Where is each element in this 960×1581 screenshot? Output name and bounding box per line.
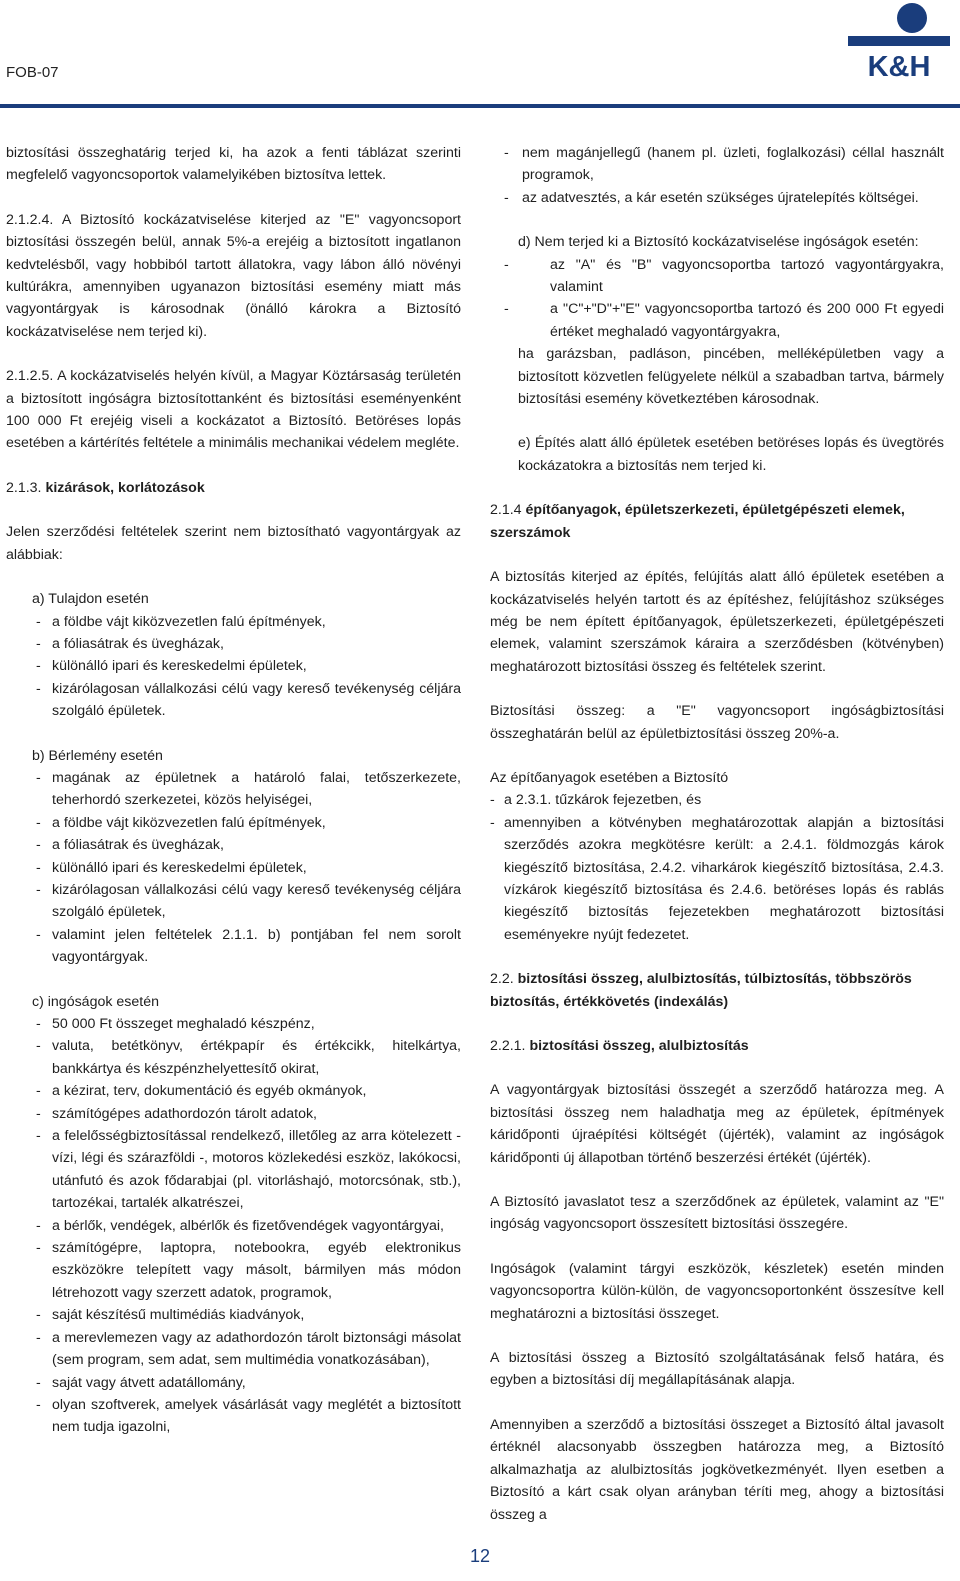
paragraph: 2.1.2.5. A kockázatviselés helyén kívül, a Magyar Köztársaság területén a biztosított ingóságra biztosítottanként és biztosítási eseményenként 100 000 Ft erejéig viseli a kockázatot a Biztosító. Betöréses lopás esetében a kártérítés feltétele a minimális mechanikai védelem megléte. [6,368,461,452]
section-heading [6,477,461,499]
coverage-list [490,789,944,946]
section-heading [490,1035,944,1057]
paragraph: A Biztosító javaslatot tesz a szerződőnek az épületek, valamint az "E" ingóság vagyoncsoport összesített biztosítási összegére. [490,1194,944,1233]
paragraph: Amennyiben a szerződő a biztosítási összeget a Biztosító által javasolt értéknél alacsonyabb összegben határozza meg, a Biztosító alkalmazhatja az alulbiztosítás jogkövetkezményét. Ilyen esetben a Biztosító a kárt csak olyan arányban téríti meg, ahogy a biztosítási összeg a [490,1416,944,1523]
section-heading [490,968,944,1013]
kh-logo-icon [848,0,950,80]
section-title: kizárások, korlátozások [45,479,205,496]
paragraph: Jelen szerződési feltételek szerint nem biztosítható vagyontárgyak az alábbiak: [6,524,461,563]
section-title: biztosítási összeg, alulbiztosítás, túlbiztosítás, többszörös biztosítás, értékkövetés (indexálás) [490,971,912,1010]
list-item: - olyan szoftverek, amelyek vásárlását vagy meglétét a biztosított nem tudja igazolni, [6,1394,461,1439]
exclusion-list-a [6,611,461,723]
document-code: FOB-07 [6,64,59,81]
section-number: 2.2.1. [490,1038,526,1054]
list-item: - a kézirat, terv, dokumentáció és egyéb okmányok, [6,1080,461,1102]
list-item: - számítógépes adathordozón tárolt adatok, [6,1103,461,1125]
software-exclusion-list [490,142,944,209]
list-item: - saját készítésű multimédiás kiadványok, [6,1304,461,1326]
list-label: b) Bérlemény esetén [32,747,163,764]
list-item: - a merevlemezen vagy az adathordozón tárolt biztonsági másolat (sem program, sem adat, sem multimédia vonatkozásában), [6,1327,461,1372]
list-item: - valamint jelen feltételek 2.1.1. b) pontjában fel nem sorolt vagyontárgyak. [6,924,461,969]
exclusion-list-c [6,1013,461,1439]
left-column [6,142,461,1461]
list-item: - saját vagy átvett adatállomány, [6,1372,461,1394]
list-item: - nem magánjellegű (hanem pl. üzleti, foglalkozási) céllal használt programok, [490,142,944,187]
paragraph: 2.1.2.4. A Biztosító kockázatviselése kiterjed az "E" vagyoncsoport biztosítási összegén belül, annak 5%-a erejéig a biztosított ingatlanon kedvtelésből, vagy hobbiból tartott állatokra, vagy lábon álló növényi kultúrákra, amennyiben ugyanazon biztosítási esemény miatt más vagyontárgyak is károsodnak (önálló károkra a Biztosító kockázatviselése nem terjed ki). [6,211,461,340]
list-item: - a 2.3.1. tűzkárok fejezetben, és [490,789,944,811]
paragraph: Ingóságok (valamint tárgyi eszközök, készletek) esetén minden vagyoncsoportra külön-külön, de vagyoncsoportonként összesítve kell meghatározni a biztosítási összeget. [490,1260,944,1322]
list-item: - a fóliasátrak és üvegházak, [6,834,461,856]
paragraph: A biztosítási összeg a Biztosító szolgáltatásának felső határa, és egyben a biztosítási díj megállapításának alapja. [490,1350,944,1389]
exclusion-list-d [490,254,944,344]
list-item: - amennyiben a kötvényben meghatározottak alapján a biztosítási szerződés azokra megkötésre került: a 2.4.1. földmozgás károk kiegészítő biztosítása, 2.4.2. viharkárok kiegészítő biztosítása, 2.4.3. vízkárok kiegészítő biztosítása és 2.4.6. betöréses lopás és rablás kiegészítő biztosítás fejezetekben meghatározott biztosítási eseményekre nyújt fedezetet. [490,812,944,946]
section-heading [490,499,944,544]
logo-text: K&H [867,51,931,80]
list-item: - a fóliasátrak és üvegházak, [6,633,461,655]
kh-logo [848,0,950,80]
paragraph: A biztosítás kiterjed az építés, felújítás alatt álló épületek esetében a kockázatviselés helyén tartott és az építéshez, felújításhoz szükséges még be nem épített építőanyagok, épületszerkezeti, épületgépészeti elemek, valamint szerszámok káraira a szerződésben (kötvényben) meghatározott biztosítási összeg és feltételek szerint. [490,569,944,675]
section-number: 2.1.3. [6,479,42,496]
list-item: - kizárólagosan vállalkozási célú vagy kereső tevékenység céljára szolgáló épületek, [6,879,461,924]
list-label: d) Nem terjed ki a Biztosító kockázatviselése ingóságok esetén: [518,234,919,251]
section-title: biztosítási összeg, alulbiztosítás [529,1038,749,1054]
section-title: építőanyagok, épületszerkezeti, épületgépészeti elemek, szerszámok [490,502,905,541]
list-item: - különálló ipari és kereskedelmi épületek, [6,655,461,677]
paragraph: A vagyontárgyak biztosítási összegét a szerződő határozza meg. A biztosítási összeg nem haladhatja meg az épületek, építmények káridőponti újraépítési költségét (újérték), valamint az ingóságok káridőponti új állapotban történő beszerzési értékét (újérték). [490,1082,944,1166]
paragraph: Biztosítási összeg: a "E" vagyoncsoport ingóságbiztosítási összeghatárán belül az épületbiztosítási összeg 20%-a. [490,703,944,742]
paragraph: biztosítási összeghatárig terjed ki, ha azok a fenti táblázat szerinti megfelelő vagyoncsoportok valamelyikében biztosítva lettek. [6,145,461,184]
section-number: 2.1.4 [490,502,522,519]
list-item: - a földbe vájt kiközvezetlen falú építmények, [6,611,461,633]
exclusion-d-block [490,231,944,410]
page-number: 12 [469,1546,491,1566]
list-label: a) Tulajdon esetén [32,591,149,608]
list-item: - magának az épületnek a határoló falai, tetőszerkezete, teherhordó szerkezetei, közös helyiségei, [6,767,461,812]
list-item: - az adatvesztés, a kár esetén szükséges újratelepítés költségei. [490,187,944,209]
list-item: - az "A" és "B" vagyoncsoportba tartozó vagyontárgyakra, valamint [490,254,944,299]
list-item: - 50 000 Ft összeget meghaladó készpénz, [6,1013,461,1035]
list-label: c) ingóságok esetén [32,993,159,1010]
list-item: - a bérlők, vendégek, albérlők és fizetővendégek vagyontárgyai, [6,1215,461,1237]
list-item: - különálló ipari és kereskedelmi épületek, [6,857,461,879]
list-item: - a földbe vájt kiközvezetlen falú építmények, [6,812,461,834]
list-item: - a "C"+"D"+"E" vagyoncsoportba tartozó és 200 000 Ft egyedi értéket meghaladó vagyontárgyakra, [490,298,944,343]
exclusion-list-b [6,767,461,969]
section-number: 2.2. [490,971,514,988]
list-label: Az építőanyagok esetében a Biztosító [490,769,729,786]
right-column [490,142,944,1548]
list-item: - valuta, betétkönyv, értékpapír és értékcikk, hitelkártya, bankkártya és készpénzhelyettesítő okirat, [6,1035,461,1080]
paragraph: e) Építés alatt álló épületek esetében betöréses lopás és üvegtörés kockázatokra a biztosítás nem terjed ki. [518,435,944,474]
header-rule [0,104,960,108]
list-item: - számítógépre, laptopra, notebookra, egyéb elektronikus eszközökre telepített vagy másolt, bármilyen más módon létrehozott vagy szerzett adatok, programok, [6,1237,461,1304]
list-item: - a felelősségbiztosítással rendelkező, illetőleg az arra kötelezett - vízi, légi és szárazföldi -, motoros közlekedési eszköz, lakókocsi, utánfutó és azok fődarabjai (pl. vitorláshajó, motorcsónak, stb.), tartozékai, tartalék alkatrészei, [6,1125,461,1215]
list-item: - kizárólagosan vállalkozási célú vagy kereső tevékenység céljára szolgáló épületek. [6,678,461,723]
paragraph: ha garázsban, padláson, pincében, melléképületben vagy a biztosított közvetlen felügyelete nélkül a szabadban tartva, bármely biztosítási esemény következtében károsodnak. [518,346,944,408]
